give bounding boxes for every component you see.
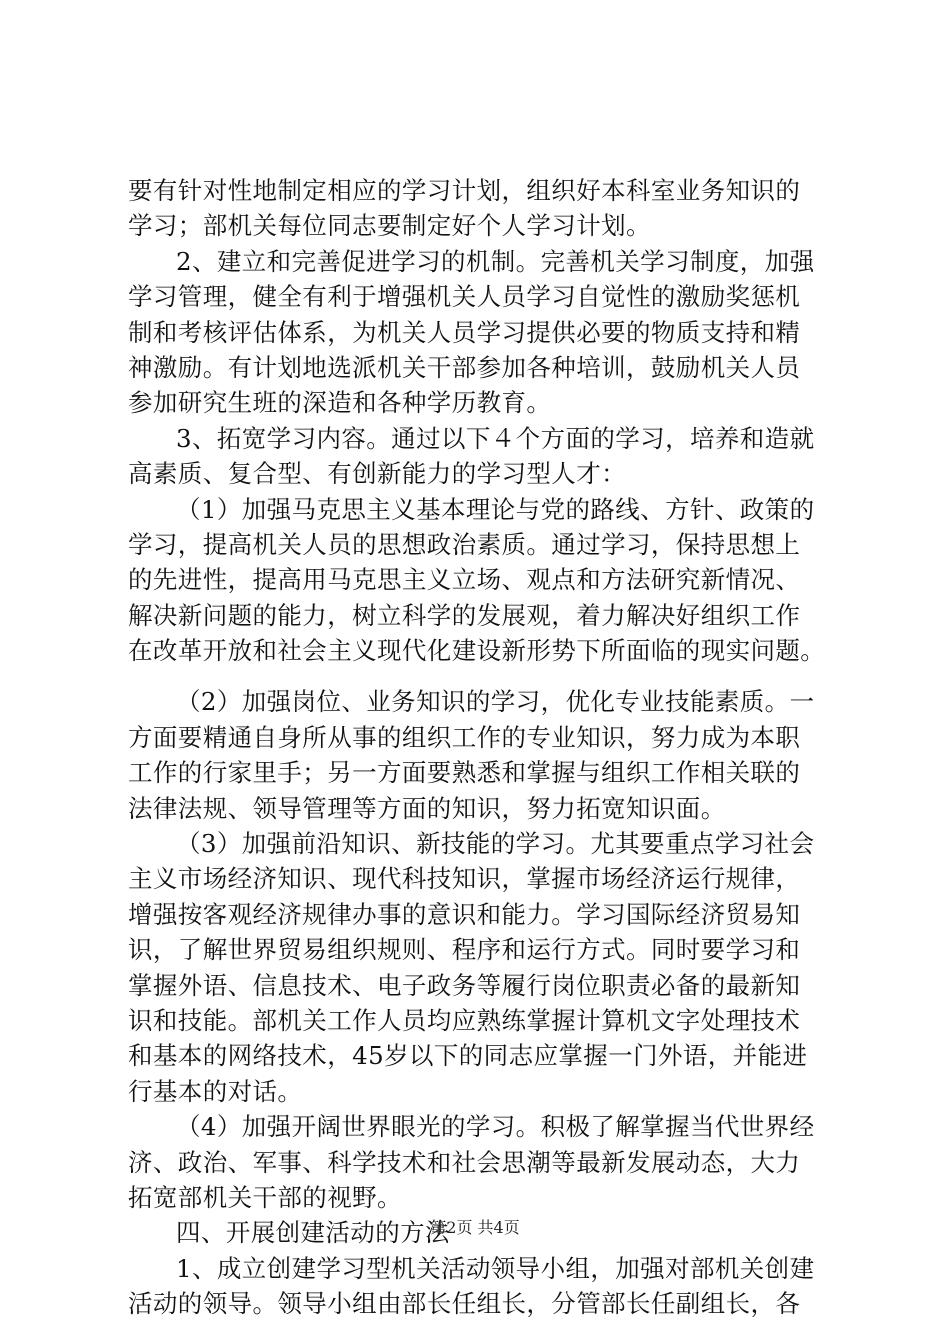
paragraph-spacer — [128, 668, 828, 684]
document-body — [128, 173, 828, 1322]
paragraph — [128, 1109, 828, 1215]
text-line: 工作的行家里手；另一方面要熟悉和掌握与组织工作相关联的 — [128, 758, 801, 788]
text-line: 拓宽部机关干部的视野。 — [128, 1182, 402, 1212]
text-line: 要有针对性地制定相应的学习计划，组织好本科室业务知识的 — [128, 176, 801, 205]
paragraph — [128, 173, 828, 244]
paragraph — [128, 492, 828, 669]
text-line: 神激励。有计划地选派机关干部参加各种培训，鼓励机关人员 — [128, 352, 801, 382]
paragraph — [128, 1251, 828, 1322]
paragraph — [128, 421, 828, 492]
text-line: 制和考核评估体系，为机关人员学习提供必要的物质支持和精 — [128, 317, 801, 347]
text-line: 济、政治、军事、科学技术和社会思潮等最新发展动态，大力 — [128, 1147, 801, 1177]
text-line: 行基本的对话。 — [128, 1076, 303, 1106]
text-line: 高素质、复合型、有创新能力的学习型人才： — [128, 459, 626, 489]
page-footer: 第2页 共4页 — [430, 1218, 520, 1237]
text-line: 学习，提高机关人员的思想政治素质。通过学习，保持思想上 — [128, 529, 801, 559]
text-line: 1、成立创建学习型机关活动领导小组，加强对部机关创建 — [176, 1253, 815, 1283]
text-line: 参加研究生班的深造和各种学历教育。 — [128, 388, 552, 418]
text-line: 的先进性，提高用马克思主义立场、观点和方法研究新情况、 — [128, 565, 801, 595]
text-line: 2、建立和完善促进学习的机制。完善机关学习制度，加强 — [176, 246, 815, 276]
text-line: （3）加强前沿知识、新技能的学习。尤其要重点学习社会 — [176, 829, 815, 859]
text-line: 活动的领导。领导小组由部长任组长，分管部长任副组长，各 — [128, 1289, 801, 1319]
text-line: 增强按客观经济规律办事的意识和能力。学习国际经济贸易知 — [128, 899, 801, 929]
text-line: （2）加强岗位、业务知识的学习，优化专业技能素质。一 — [176, 687, 815, 717]
text-line: 在改革开放和社会主义现代化建设新形势下所面临的现实问题。 — [128, 636, 826, 666]
text-line: 法律法规、领导管理等方面的知识，努力拓宽知识面。 — [128, 793, 726, 823]
text-line: 识和技能。部机关工作人员均应熟练掌握计算机文字处理技术 — [128, 1005, 801, 1035]
paragraph — [128, 826, 828, 1109]
text-line: （4）加强开阔世界眼光的学习。积极了解掌握当代世界经 — [176, 1112, 815, 1142]
text-line: 主义市场经济知识、现代科技知识，掌握市场经济运行规律， — [128, 864, 801, 894]
text-line: 四、开展创建活动的方法 — [176, 1218, 450, 1248]
paragraph — [128, 684, 828, 826]
text-line: 学习；部机关每位同志要制定好个人学习计划。 — [128, 211, 651, 241]
text-line: 解决新问题的能力，树立科学的发展观，着力解决好组织工作 — [128, 600, 801, 630]
text-line: 学习管理，健全有利于增强机关人员学习自觉性的激励奖惩机 — [128, 282, 801, 312]
text-line: 识，了解世界贸易组织规则、程序和运行方式。同时要学习和 — [128, 935, 801, 965]
text-line: 方面要精通自身所从事的组织工作的专业知识，努力成为本职 — [128, 722, 801, 752]
text-line: 掌握外语、信息技术、电子政务等履行岗位职责必备的最新知 — [128, 970, 801, 1000]
text-line: 3、拓宽学习内容。通过以下４个方面的学习，培养和造就 — [176, 423, 815, 453]
text-line: 和基本的网络技术，45岁以下的同志应掌握一门外语，并能进 — [128, 1041, 808, 1071]
paragraph — [128, 244, 828, 421]
text-line: （1）加强马克思主义基本理论与党的路线、方针、政策的 — [176, 494, 815, 524]
